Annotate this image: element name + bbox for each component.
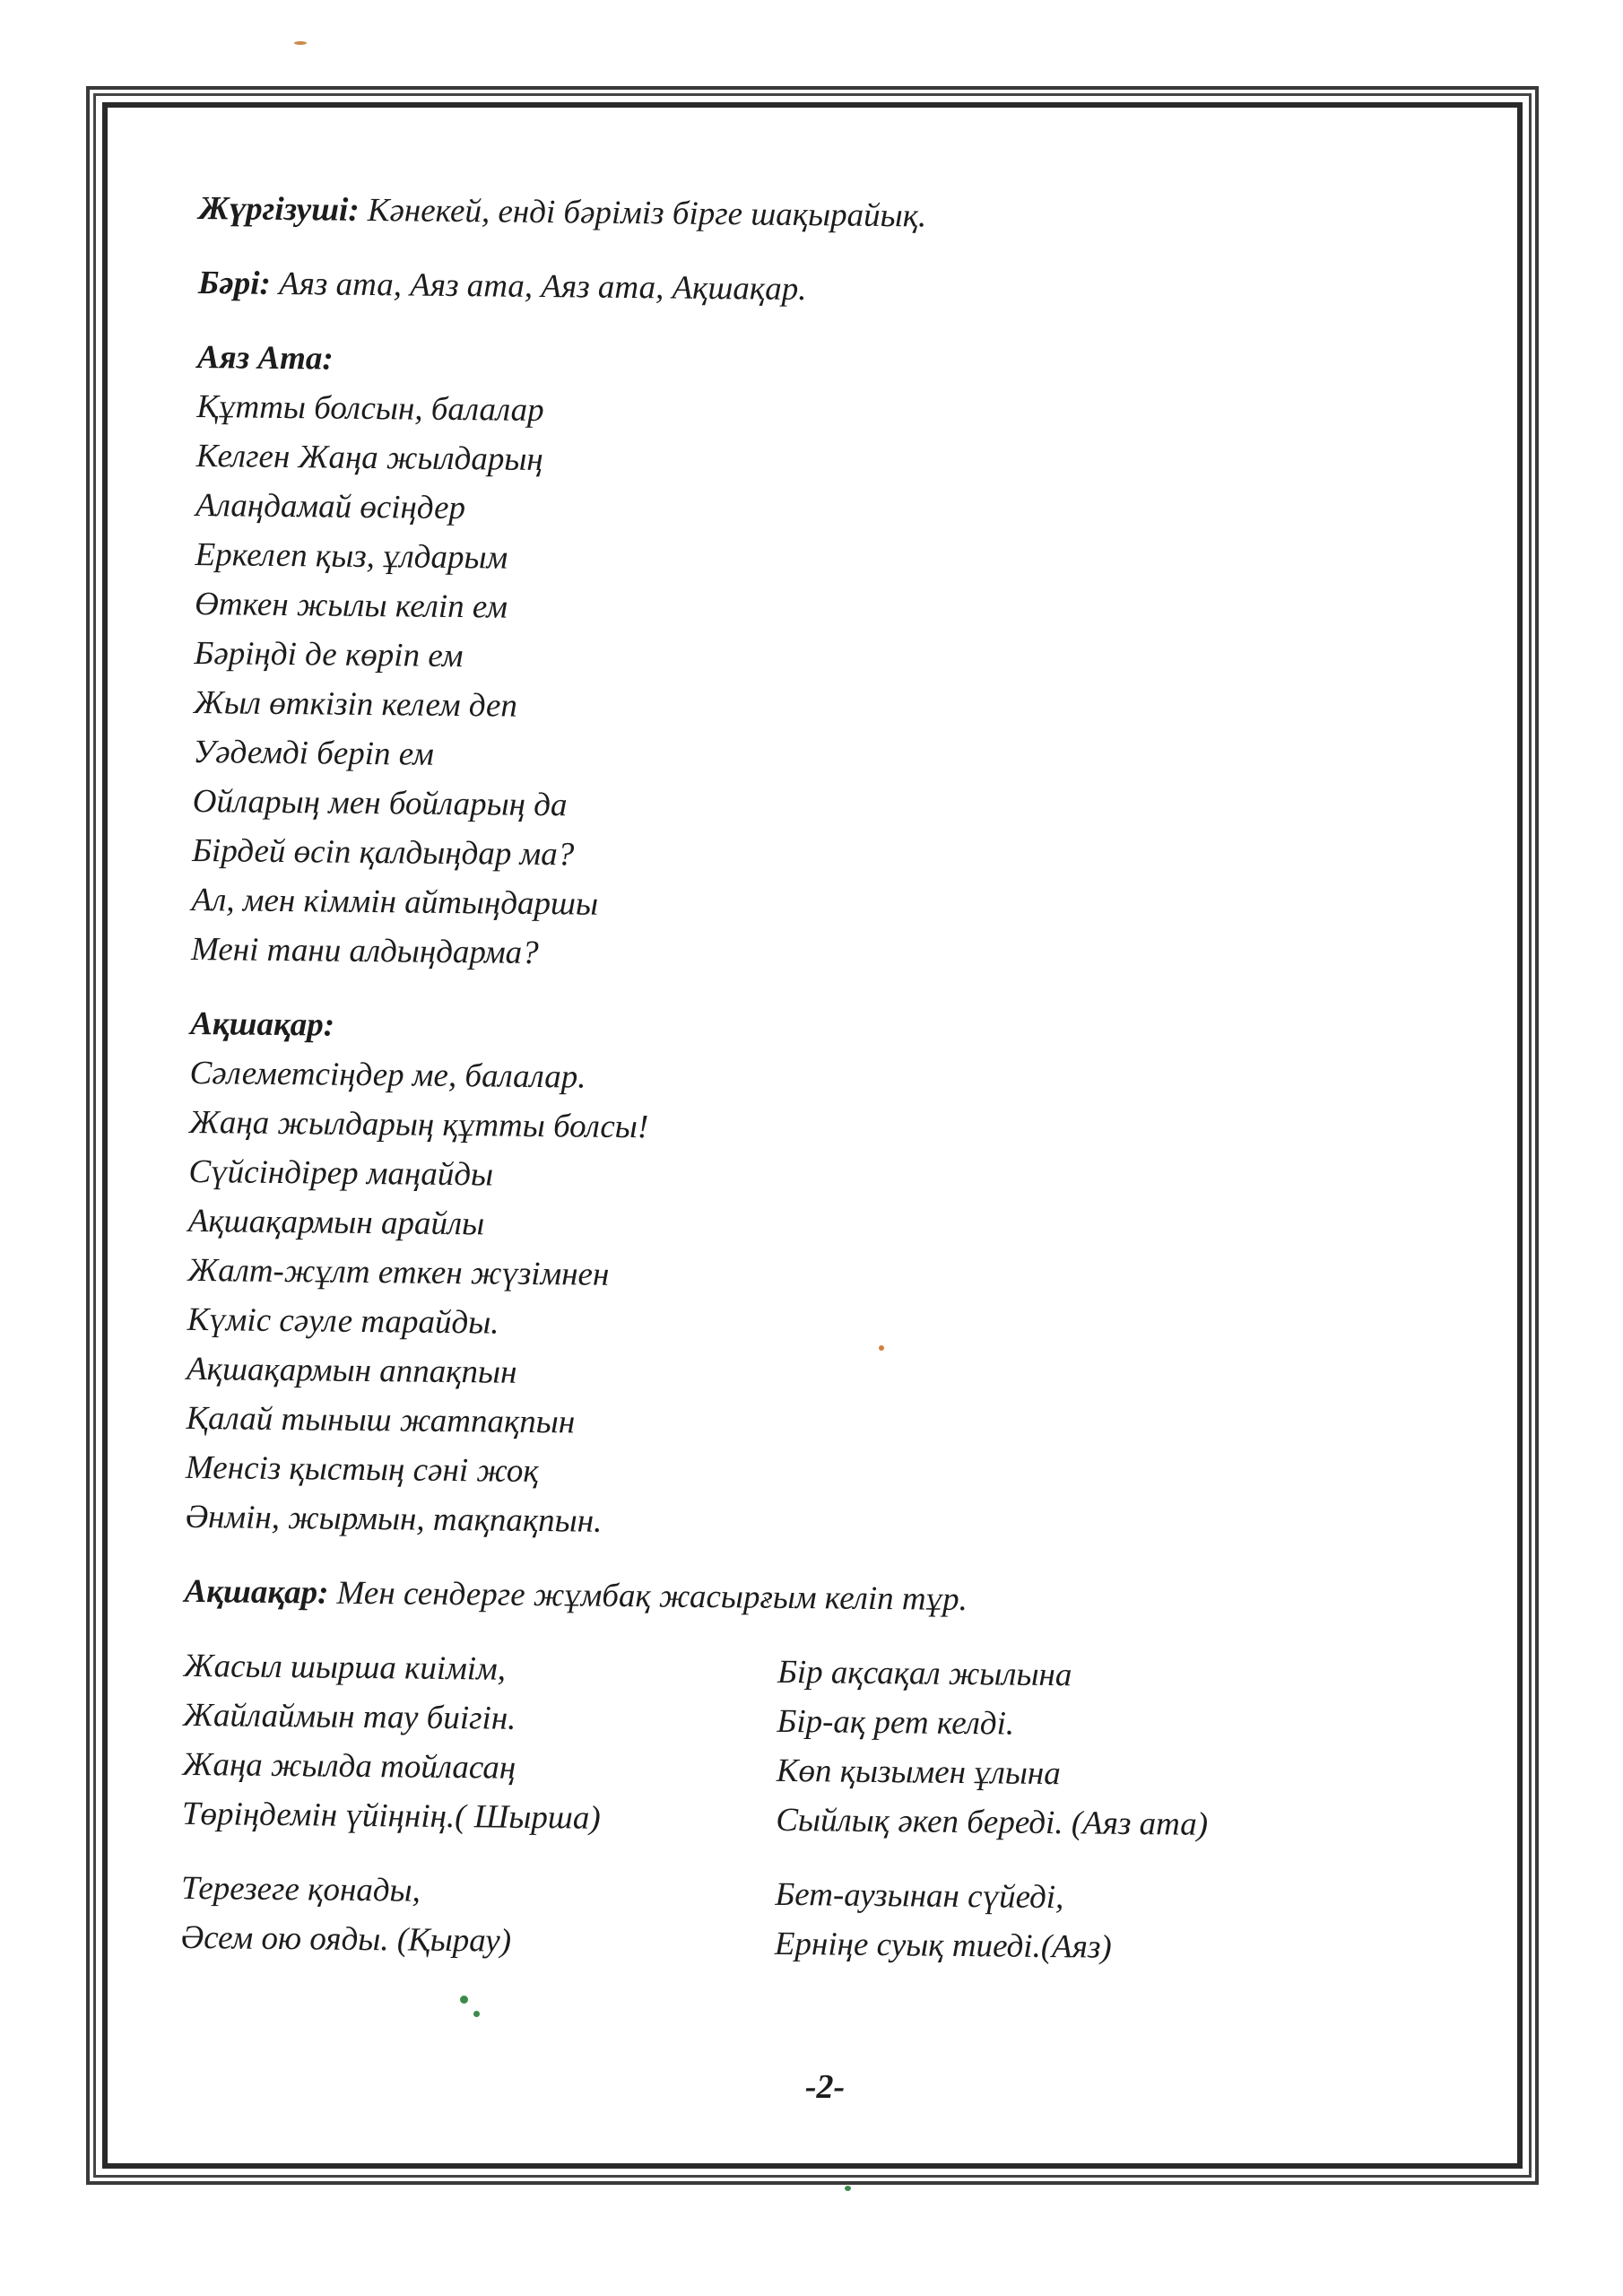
poem-line: Еркелеп қыз, ұлдарым	[195, 535, 508, 577]
poem-line: Ал, мен кіммін айтыңдаршы	[191, 881, 599, 923]
poem-line: Сәлеметсіңдер ме, балалар.	[189, 1054, 586, 1096]
riddle-line: Төріңдемін үйіңнің.( Шырша)	[181, 1795, 601, 1837]
dialogue-text: Аяз ата, Аяз ата, Аяз ата, Ақшақар.	[270, 265, 807, 309]
akshakar-heading: Ақшақар:	[189, 1004, 335, 1044]
ayaz-heading: Аяз Ата:	[196, 338, 334, 378]
poem-line: Жыл өткізіп келем деп	[193, 683, 518, 725]
riddles	[180, 1641, 1332, 1974]
poem-line: Әнмін, жырмын, тақпақпын.	[185, 1498, 603, 1540]
document-body	[180, 184, 1347, 1974]
scan-speck	[460, 1996, 468, 2004]
ayaz-poem	[191, 382, 1345, 986]
poem-line: Бәріңді де көріп ем	[194, 634, 464, 675]
speaker-label: Ақшақар:	[184, 1572, 329, 1612]
poem-line: Уәдемді беріп ем	[193, 733, 435, 773]
akshakar-poem	[185, 1048, 1338, 1553]
riddle-line: Терезеге қонады,	[180, 1869, 421, 1909]
speaker-label: Жүргізуші:	[198, 189, 360, 229]
poem-line: Алаңдамай өсіңдер	[195, 486, 466, 527]
poem-line: Менсіз қыстың сәні жоқ	[185, 1448, 539, 1491]
riddle-line: Бір-ақ рет келді.	[777, 1702, 1015, 1743]
riddles-left-column	[180, 1641, 777, 1969]
scan-speck	[473, 2011, 480, 2017]
riddle-line: Сыйлық әкеп береді. (Аяз ата)	[776, 1801, 1209, 1843]
poem-line: Ақшақармын арайлы	[187, 1202, 485, 1243]
scan-speck	[294, 41, 307, 45]
riddle-line: Көп қызымен ұлына	[776, 1752, 1061, 1793]
riddle-line: Жасыл шырша киімім,	[183, 1647, 507, 1688]
poem-line: Қалай тыныш жатпақпын	[186, 1399, 576, 1441]
riddle-line: Бет-аузынан сүйеді,	[775, 1875, 1064, 1917]
riddle	[180, 1864, 776, 1969]
poem-line: Өткен жылы келіп ем	[194, 585, 508, 626]
scan-speck	[845, 2186, 851, 2191]
poem-line: Ойларың мен бойларың да	[192, 782, 568, 824]
dialogue-text: Кәнекей, енді бәріміз бірге шақырайық.	[359, 191, 927, 235]
riddle	[776, 1648, 1332, 1850]
riddle	[775, 1870, 1330, 1974]
poem-line: Ақшақармын аппақпын	[186, 1350, 517, 1391]
dialogue-text: Мен сендерге жұмбақ жасырғым келіп тұр.	[328, 1574, 968, 1619]
poem-line: Бірдей өсіп қалдыңдар ма?	[191, 831, 575, 874]
poem-line: Жалт-жұлт еткен жүзімнен	[187, 1251, 610, 1293]
poem-line: Келген Жаңа жылдарың	[195, 437, 543, 479]
poem-line: Құтты болсын, балалар	[196, 387, 544, 430]
poem-line: Жаңа жылдарың құтты болсы!	[188, 1103, 649, 1146]
poem-line: Күміс сәуле тарайды.	[187, 1300, 499, 1342]
riddle-line: Жайлаймын тау биігін.	[182, 1696, 516, 1737]
riddles-right-column	[775, 1648, 1332, 1974]
riddle-line: Ерніңе суық тиеді.(Аяз)	[774, 1925, 1112, 1966]
riddle-line: Жаңа жылда тойласаң	[182, 1745, 516, 1787]
riddle-line: Әсем ою ояды. (Қырау)	[180, 1918, 512, 1960]
speaker-label: Бәрі:	[197, 264, 272, 302]
riddle-line: Бір ақсақал жылына	[777, 1653, 1072, 1694]
poem-line: Сүйсіндірер маңайды	[188, 1152, 494, 1194]
scan-speck	[879, 1345, 884, 1351]
poem-line: Мені тани алдыңдарма?	[190, 930, 539, 972]
page-number: -2-	[804, 2068, 846, 2106]
riddle	[182, 1641, 778, 1845]
